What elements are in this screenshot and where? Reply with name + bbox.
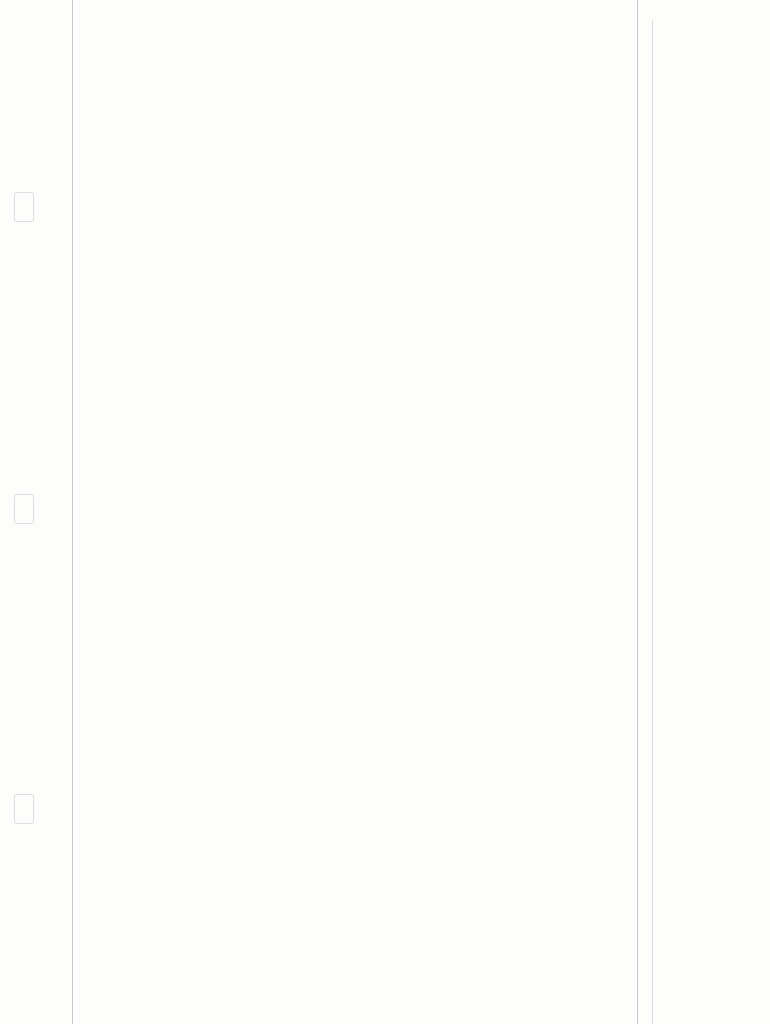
right-margin-line — [637, 0, 638, 1024]
punch-hole-mark — [14, 494, 34, 524]
punch-hole-mark — [14, 794, 34, 824]
left-margin-line — [72, 0, 73, 1024]
page-edge-line — [652, 20, 653, 1024]
punch-hole-mark — [14, 192, 34, 222]
